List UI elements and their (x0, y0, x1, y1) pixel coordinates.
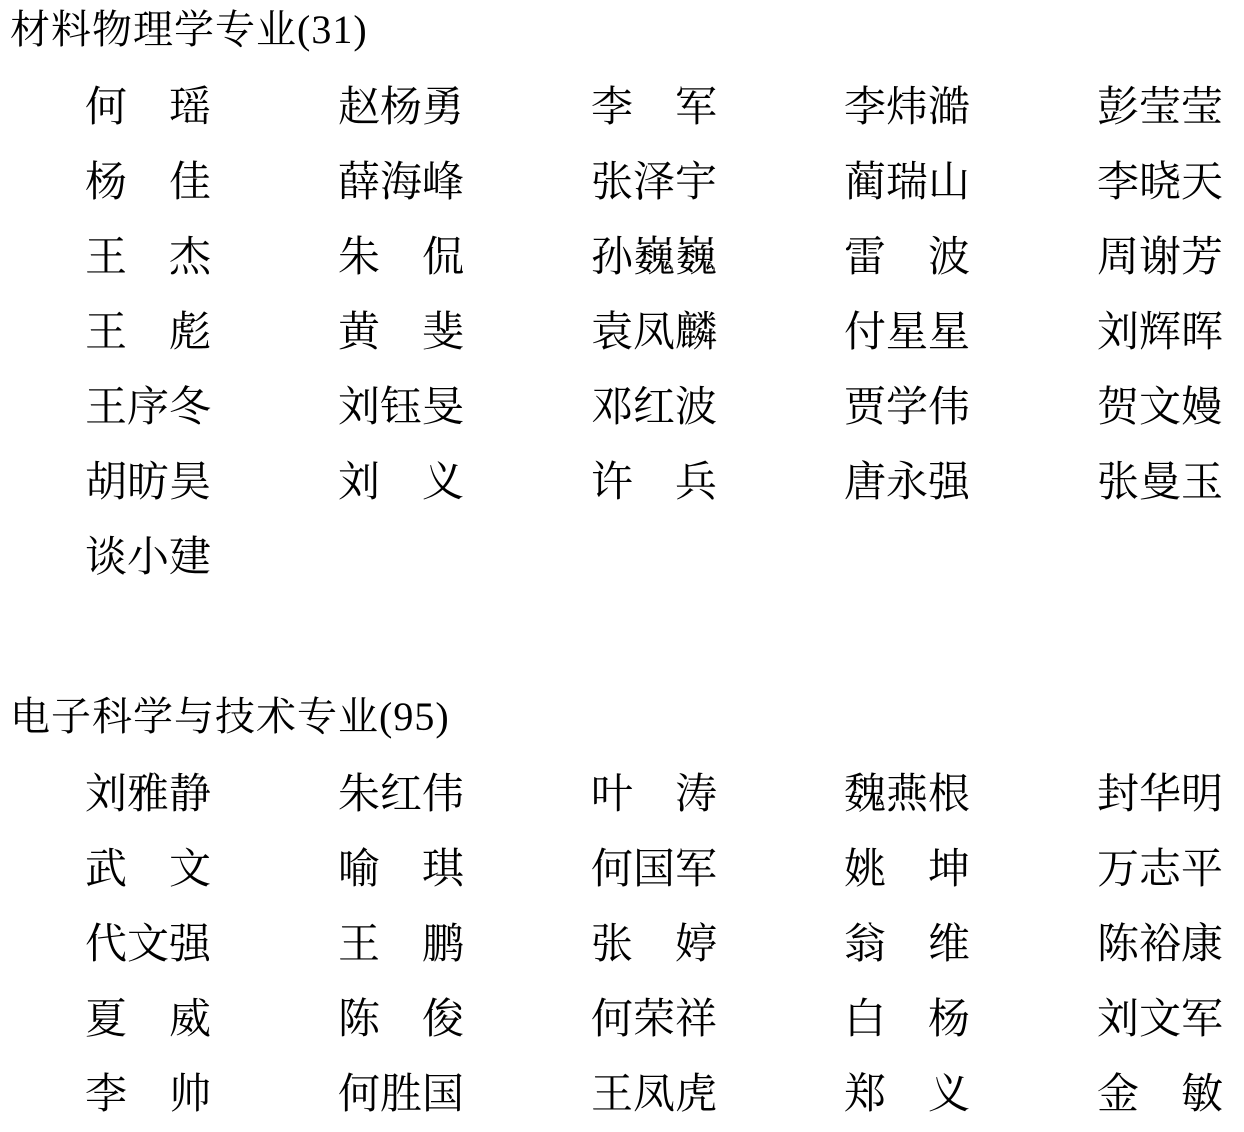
name-row (85, 536, 1244, 611)
student-name: 黄 斐 (338, 310, 465, 356)
student-name: 王 彪 (85, 310, 212, 356)
student-name: 武 文 (85, 847, 212, 893)
student-name: 喻 琪 (338, 847, 465, 893)
student-name: 蔺瑞山 (844, 160, 971, 206)
student-name: 孙巍巍 (591, 235, 718, 281)
student-name: 李 军 (591, 85, 718, 131)
student-name: 万志平 (1097, 847, 1224, 893)
student-name: 白 杨 (844, 997, 971, 1043)
student-name: 贺文嫚 (1097, 385, 1224, 431)
student-name: 何 瑶 (85, 85, 212, 131)
student-name: 何荣祥 (591, 997, 718, 1043)
student-name: 王 杰 (85, 235, 212, 281)
student-name: 唐永强 (844, 460, 971, 506)
student-name: 张泽宇 (591, 160, 718, 206)
name-row (85, 311, 1244, 386)
student-name: 张 婷 (591, 922, 718, 968)
student-name: 许 兵 (591, 460, 718, 506)
student-name: 陈裕康 (1097, 922, 1224, 968)
name-row (85, 86, 1244, 161)
student-name: 王凤虎 (591, 1072, 718, 1118)
student-name: 封华明 (1097, 772, 1224, 818)
student-name: 谈小建 (85, 535, 212, 581)
student-name: 刘 义 (338, 460, 465, 506)
student-name: 张曼玉 (1097, 460, 1224, 506)
student-name: 贾学伟 (844, 385, 971, 431)
student-name: 刘文军 (1097, 997, 1224, 1043)
student-name: 代文强 (85, 922, 212, 968)
section-title-materials-physics: 材料物理学专业(31) (10, 7, 368, 52)
student-name: 雷 波 (844, 235, 971, 281)
student-name: 朱 侃 (338, 235, 465, 281)
name-row (85, 461, 1244, 536)
student-name: 何胜国 (338, 1072, 465, 1118)
student-name: 王序冬 (85, 385, 212, 431)
student-name: 邓红波 (591, 385, 718, 431)
student-name: 朱红伟 (338, 772, 465, 818)
student-name: 何国军 (591, 847, 718, 893)
student-name: 杨 佳 (85, 160, 212, 206)
student-name: 夏 威 (85, 997, 212, 1043)
student-name: 王 鹏 (338, 922, 465, 968)
student-name: 魏燕根 (844, 772, 971, 818)
name-row (85, 998, 1244, 1073)
student-name: 刘钰旻 (338, 385, 465, 431)
student-name: 刘雅静 (85, 772, 212, 818)
student-name: 叶 涛 (591, 772, 718, 818)
student-name: 金 敏 (1097, 1072, 1224, 1118)
student-name: 翁 维 (844, 922, 971, 968)
name-row (85, 161, 1244, 236)
name-row (85, 848, 1244, 923)
student-name: 姚 坤 (844, 847, 971, 893)
student-name: 周谢芳 (1097, 235, 1224, 281)
section-title-electronic-science: 电子科学与技术专业(95) (10, 694, 450, 739)
student-name: 李 帅 (85, 1072, 212, 1118)
name-row (85, 1073, 1244, 1132)
name-row (85, 386, 1244, 461)
student-name: 李炜澔 (844, 85, 971, 131)
name-grid-materials-physics (0, 86, 1244, 611)
student-name: 赵杨勇 (338, 85, 465, 131)
student-name: 郑 义 (844, 1072, 971, 1118)
student-name: 付星星 (844, 310, 971, 356)
student-name: 陈 俊 (338, 997, 465, 1043)
name-row (85, 236, 1244, 311)
student-name: 胡昉昊 (85, 460, 212, 506)
student-name: 李晓天 (1097, 160, 1224, 206)
student-name: 刘辉晖 (1097, 310, 1224, 356)
student-name: 彭莹莹 (1097, 85, 1224, 131)
name-row (85, 773, 1244, 848)
name-row (85, 923, 1244, 998)
student-name: 袁凤麟 (591, 310, 718, 356)
name-grid-electronic-science (0, 773, 1244, 1132)
student-name: 薛海峰 (338, 160, 465, 206)
